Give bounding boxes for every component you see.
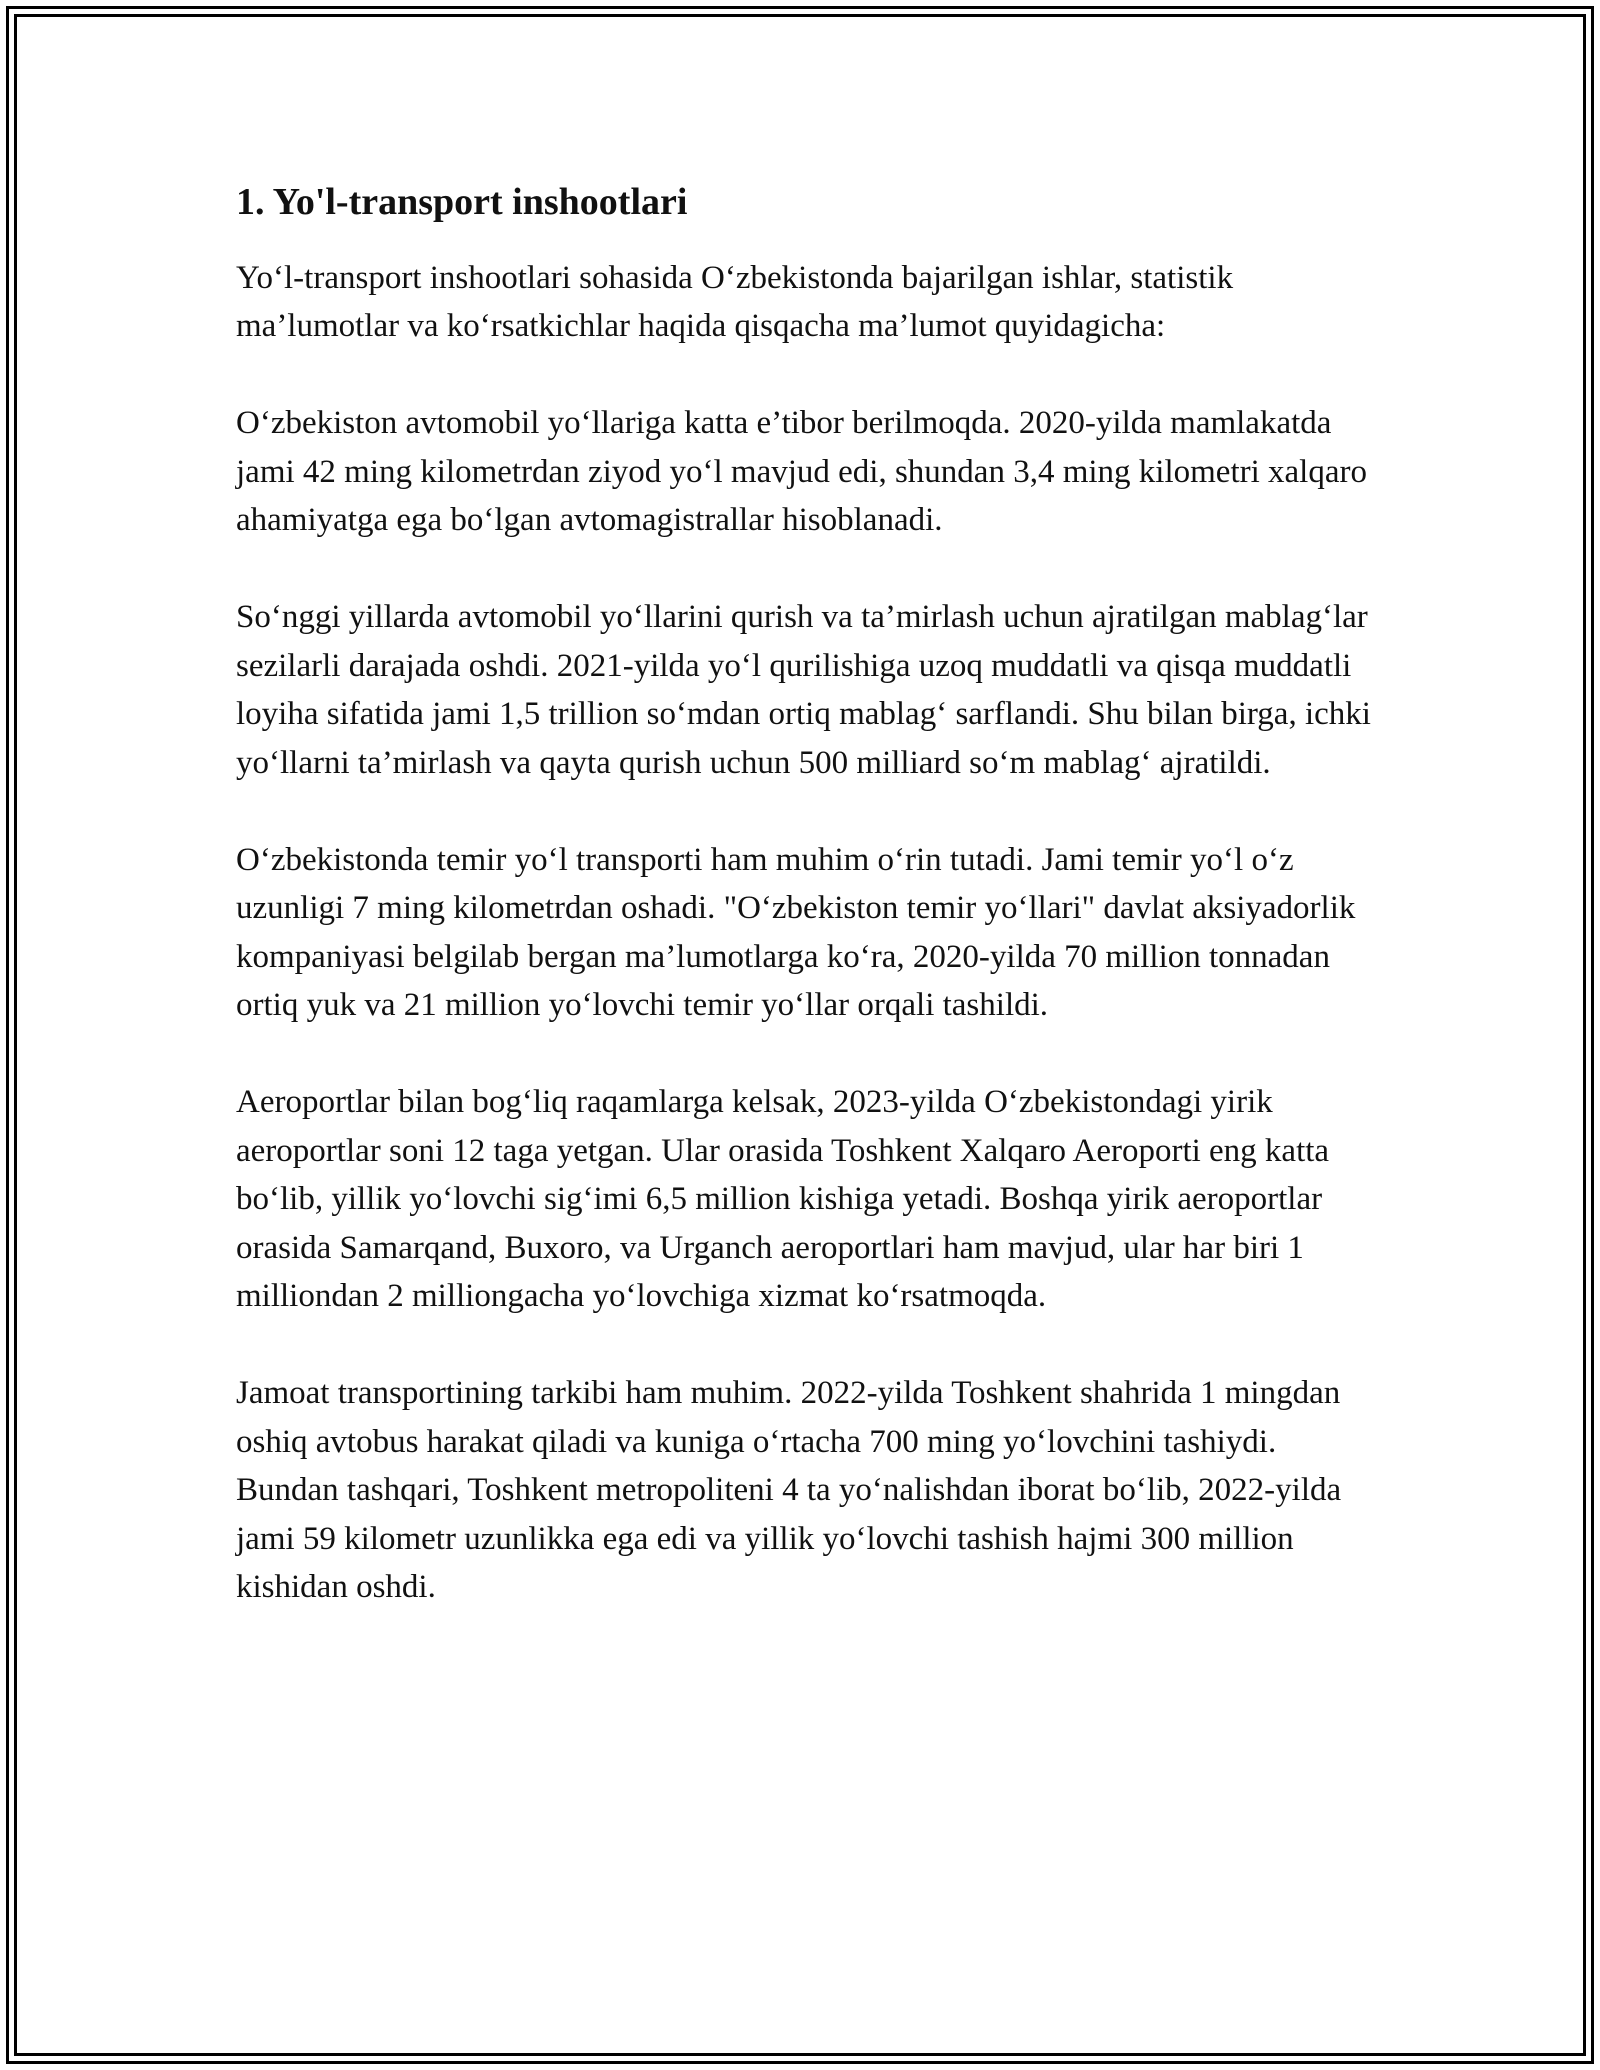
document-body <box>236 180 1376 1660</box>
paragraph-public-transport: Jamoat transportining tarkibi ham muhim. 2022-yilda Toshkent shahrida 1 mingdan oshiq avtobus harakat qiladi va kuniga o‘rtacha 700 ming yo‘lovchini tashiydi. Bundan tashqari, Toshkent metropoliteni 4 ta yo‘nalishdan iborat bo‘lib, 2022-yilda jami 59 kilometr uzunlikka ega edi va yillik yo‘lovchi tashish hajmi 300 million kishidan oshdi. <box>236 1375 1342 1606</box>
paragraph-intro: Yo‘l-transport inshootlari sohasida O‘zbekistonda bajarilgan ishlar, statistik ma’lumotlar va ko‘rsatkichlar haqida qisqacha ma’lumot quyidagicha: <box>236 259 1234 345</box>
paragraph-roads: O‘zbekiston avtomobil yo‘llariga katta e’tibor berilmoqda. 2020-yilda mamlakatda jami 42 ming kilometrdan ziyod yo‘l mavjud edi, shundan 3,4 ming kilometri xalqaro ahamiyatga ega bo‘lgan avtomagistrallar hisoblanadi. <box>236 405 1367 539</box>
paragraph-airports: Aeroportlar bilan bog‘liq raqamlarga kelsak, 2023-yilda O‘zbekistondagi yirik aeroportlar soni 12 taga yetgan. Ular orasida Toshkent Xalqaro Aeroporti eng katta bo‘lib, yillik yo‘lovchi sig‘imi 6,5 million kishiga yetadi. Boshqa yirik aeroportlar orasida Samarqand, Buxoro, va Urganch aeroportlari ham mavjud, ular har biri 1 milliondan 2 milliongacha yo‘lovchiga xizmat ko‘rsatmoqda. <box>236 1084 1330 1315</box>
paragraph-road-funding: So‘nggi yillarda avtomobil yo‘llarini qurish va ta’mirlash uchun ajratilgan mablag‘lar sezilarli darajada oshdi. 2021-yilda yo‘l qurilishiga uzoq muddatli va qisqa muddatli loyiha sifatida jami 1,5 trillion so‘mdan ortiq mablag‘ sarflandi. Shu bilan birga, ichki yo‘llarni ta’mirlash va qayta qurish uchun 500 milliard so‘m mablag‘ ajratildi. <box>236 599 1371 781</box>
paragraph-railways: O‘zbekistonda temir yo‘l transporti ham muhim o‘rin tutadi. Jami temir yo‘l o‘z uzunligi 7 ming kilometrdan oshadi. "O‘zbekiston temir yo‘llari" davlat aksiyadorlik kompaniyasi belgilab bergan ma’lumotlarga ko‘ra, 2020-yilda 70 million tonnadan ortiq yuk va 21 million yo‘lovchi temir yo‘llar orqali tashildi. <box>236 841 1356 1024</box>
section-heading: 1. Yo'l-transport inshootlari <box>236 181 688 223</box>
